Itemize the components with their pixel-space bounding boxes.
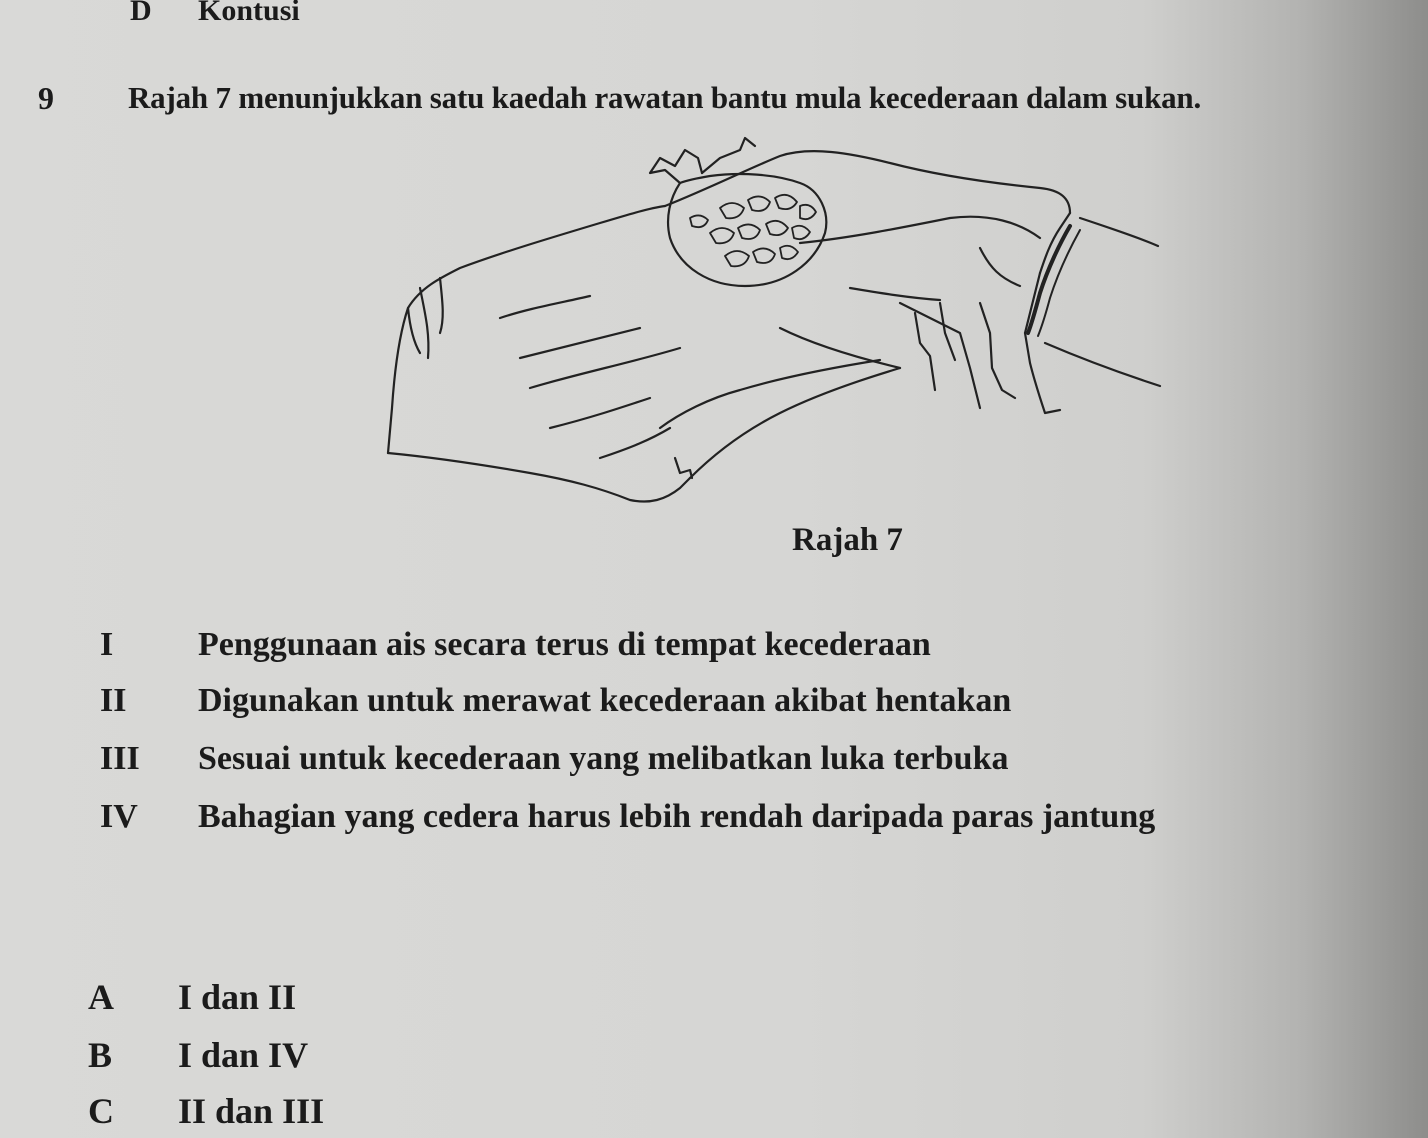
option-text-c[interactable]: II dan III (178, 1091, 325, 1131)
ice-pack-illustration (380, 128, 1180, 518)
statement-text: Sesuai untuk kecederaan yang melibatkan luka terbuka (198, 740, 1009, 777)
question-number: 9 (38, 80, 54, 116)
question-stem: Rajah 7 menunjukkan satu kaedah rawatan bantu mula kecederaan dalam sukan. (128, 80, 1202, 115)
bandage-band (1028, 226, 1070, 333)
previous-option-letter: D (130, 0, 152, 27)
option-letter-a[interactable]: A (88, 977, 114, 1017)
statement-text: Digunakan untuk merawat kecederaan akibat hentakan (198, 682, 1012, 719)
statement-numeral: III (100, 740, 140, 777)
figure-caption: Rajah 7 (792, 522, 903, 558)
statement-numeral: I (100, 626, 114, 663)
option-letter-b[interactable]: B (88, 1035, 113, 1075)
statement-text: Penggunaan ais secara terus di tempat kecederaan (198, 626, 931, 663)
statement-numeral: II (100, 682, 127, 719)
ice-pack-bag (668, 174, 826, 286)
option-letter-c[interactable]: C (88, 1091, 114, 1131)
previous-option-text: Kontusi (198, 0, 300, 27)
option-text-b[interactable]: I dan IV (178, 1035, 309, 1075)
statement-text: Bahagian yang cedera harus lebih rendah daripada paras jantung (198, 798, 1156, 835)
statement-numeral: IV (100, 798, 138, 835)
towel-outline (388, 453, 690, 502)
option-text-a[interactable]: I dan II (178, 977, 297, 1017)
